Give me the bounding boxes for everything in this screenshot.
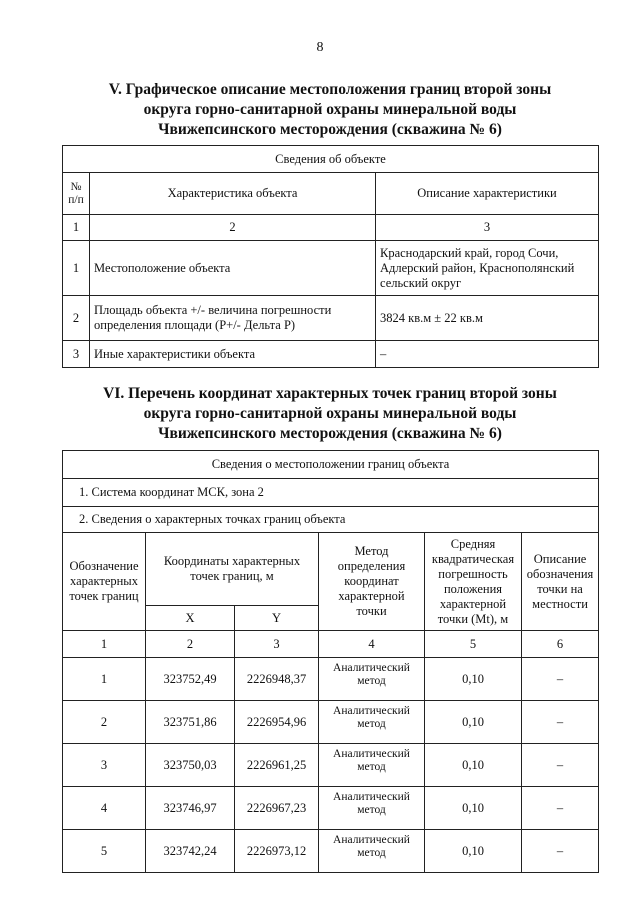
table-row xyxy=(63,658,599,701)
page-number: 8 xyxy=(316,40,324,55)
cell: – xyxy=(376,341,599,368)
cell-n: 4 xyxy=(63,787,146,830)
heading-line: V. Графическое описание местоположения границ второй зоны xyxy=(108,81,552,98)
cell-method: Аналитический метод xyxy=(319,744,425,787)
object-info-table xyxy=(62,145,599,368)
header-error: Средняя квадратическая погрешность положения характерной точки (Mt), м xyxy=(425,533,522,631)
cell: Краснодарский край, город Сочи, Адлерский район, Краснополянский сельский округ xyxy=(376,241,599,296)
cell: Площадь объекта +/- величина погрешности определения площади (P+/- Дельта P) xyxy=(90,296,376,341)
cell: 1 xyxy=(63,241,90,296)
col-number: 2 xyxy=(146,631,235,658)
coordinates-table xyxy=(62,450,599,873)
table-row xyxy=(63,830,599,873)
cell-x: 323752,49 xyxy=(146,658,235,701)
cell-desc: – xyxy=(522,744,599,787)
cell-y: 2226973,12 xyxy=(235,830,319,873)
cell-desc: – xyxy=(522,830,599,873)
table-row xyxy=(63,744,599,787)
coordinate-system: 1. Система координат МСК, зона 2 xyxy=(63,479,599,507)
col-number: 3 xyxy=(235,631,319,658)
table-title: Сведения о местоположении границ объекта xyxy=(63,451,599,479)
cell-desc: – xyxy=(522,787,599,830)
cell: 2 xyxy=(63,296,90,341)
cell: 3 xyxy=(63,341,90,368)
cell-n: 3 xyxy=(63,744,146,787)
table-row xyxy=(63,341,599,368)
cell-y: 2226954,96 xyxy=(235,701,319,744)
cell-n: 5 xyxy=(63,830,146,873)
cell-n: 1 xyxy=(63,658,146,701)
col-number: 1 xyxy=(63,215,90,241)
col-number: 4 xyxy=(319,631,425,658)
heading-line: Чвижепсинского месторождения (скважина № 6) xyxy=(158,121,502,138)
col-number: 6 xyxy=(522,631,599,658)
cell-y: 2226948,37 xyxy=(235,658,319,701)
header-cell: Описание характеристики xyxy=(376,173,599,215)
header-cell: № п/п xyxy=(63,173,90,215)
col-number: 5 xyxy=(425,631,522,658)
header-designation: Обозначение характерных точек границ xyxy=(63,533,146,631)
col-number: 1 xyxy=(63,631,146,658)
heading-line: округа горно-санитарной охраны минеральной воды xyxy=(143,101,517,118)
col-number: 3 xyxy=(376,215,599,241)
cell-mt: 0,10 xyxy=(425,701,522,744)
cell: Иные характеристики объекта xyxy=(90,341,376,368)
cell-mt: 0,10 xyxy=(425,744,522,787)
cell-x: 323742,24 xyxy=(146,830,235,873)
cell-mt: 0,10 xyxy=(425,787,522,830)
cell: 3824 кв.м ± 22 кв.м xyxy=(376,296,599,341)
header-method: Метод определения координат характерной точки xyxy=(319,533,425,631)
heading-line: округа горно-санитарной охраны минеральной воды xyxy=(143,405,517,422)
cell-method: Аналитический метод xyxy=(319,658,425,701)
table-row xyxy=(63,701,599,744)
header-y: Y xyxy=(235,606,319,631)
section-5-heading xyxy=(60,80,600,140)
cell-n: 2 xyxy=(63,701,146,744)
col-number: 2 xyxy=(90,215,376,241)
header-description: Описание обозначения точки на местности xyxy=(522,533,599,631)
table-row xyxy=(63,787,599,830)
header-coords: Координаты характерных точек границ, м xyxy=(146,533,319,606)
points-caption: 2. Сведения о характерных точках границ объекта xyxy=(63,507,599,533)
cell-y: 2226961,25 xyxy=(235,744,319,787)
table-row xyxy=(63,296,599,341)
cell-desc: – xyxy=(522,701,599,744)
cell-method: Аналитический метод xyxy=(319,830,425,873)
cell-method: Аналитический метод xyxy=(319,701,425,744)
heading-line: VI. Перечень координат характерных точек границ второй зоны xyxy=(103,385,557,402)
table-title: Сведения об объекте xyxy=(63,146,599,173)
heading-line: Чвижепсинского месторождения (скважина № 6) xyxy=(158,425,502,442)
section-6-heading xyxy=(60,384,600,444)
cell-mt: 0,10 xyxy=(425,658,522,701)
header-x: X xyxy=(146,606,235,631)
cell-desc: – xyxy=(522,658,599,701)
cell-x: 323750,03 xyxy=(146,744,235,787)
header-cell: Характеристика объекта xyxy=(90,173,376,215)
cell-x: 323746,97 xyxy=(146,787,235,830)
cell-y: 2226967,23 xyxy=(235,787,319,830)
cell-mt: 0,10 xyxy=(425,830,522,873)
cell-x: 323751,86 xyxy=(146,701,235,744)
cell: Местоположение объекта xyxy=(90,241,376,296)
cell-method: Аналитический метод xyxy=(319,787,425,830)
table-row xyxy=(63,241,599,296)
